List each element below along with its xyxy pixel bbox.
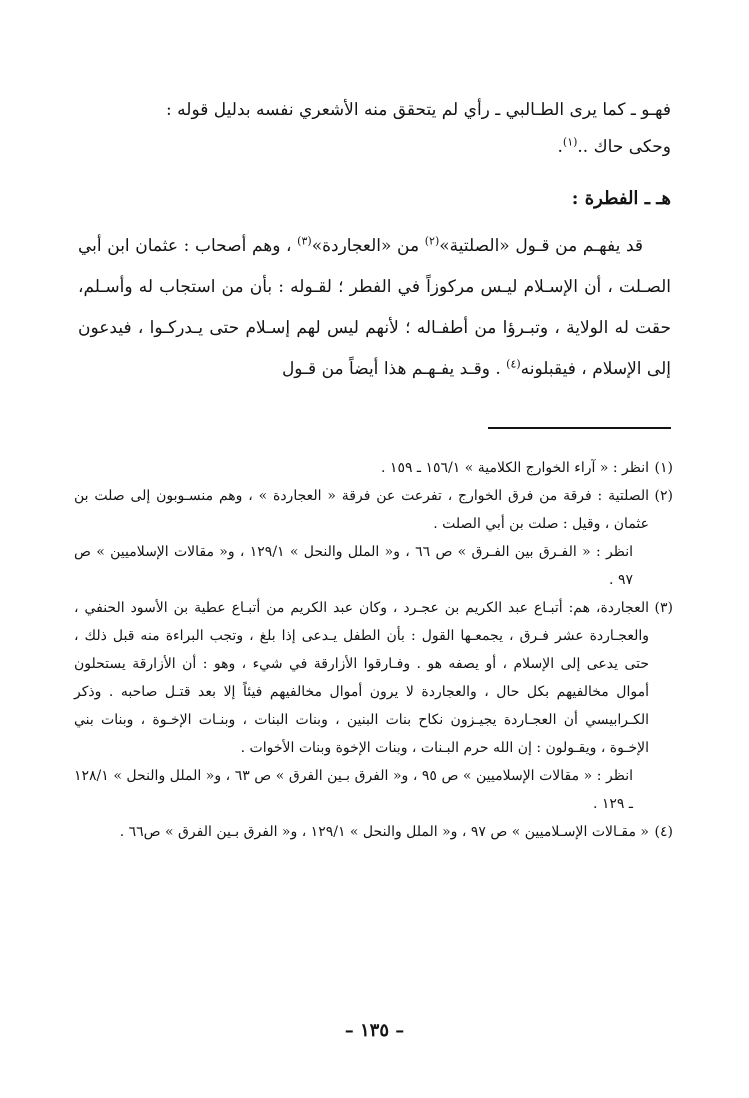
intro-line-1: فهـو ـ كما يرى الطـالبي ـ رأي لم يتحقق منه الأشعري نفسه بدليل قوله : [166, 100, 671, 120]
footnote-text: الصلتية : فرقة من فرق الخوارج ، تفرعت عن فرقة « العجاردة » ، وهم منسـوبون إلى صلت بن عثمان ، وقيل : صلت بن أبي الصلت . [74, 488, 649, 532]
main-paragraph [78, 226, 671, 390]
footnote-4 [74, 818, 673, 846]
section-heading: هـ ـ الفطرة : [571, 188, 671, 209]
intro-paragraph [78, 92, 671, 166]
para-part-1: قد يفهـم من قـول «الصلتية» [439, 236, 643, 256]
footnote-ref-3: (٣) [297, 234, 312, 248]
footnote-text: العجاردة، هم: أتبـاع عبد الكريم بن عجـرد ، وكان عبد الكريم من أتبـاع عطية بن الأسود الحنفي ، والعجـاردة عشر فـرق ، يجمعـها القول : بأن الطفل يـدعى إذا بلغ ، وتجب البراءة منه قبل ذلك ، حتى يدعى إلى الإسلام ، أو يصفه هو . وفـارقوا الأزارقة في شيء ، وهو : أن الأزارقة يستحلون أموال مخالفيهم بكل حال ، والعجاردة لا يرون أموال مخالفيهم فيئاً إلا بعد قتـل صاحبه . وذكر الكـرابيسي أن العجـاردة يجيـزون نكاح بنات البنين ، وبنات البنات ، وبنـات الإخـوة ، وبنات بني الإخـوة ، ويقـولون : إن الله حرم البـنات ، وبنات الإخوة وبنات الأخوات . [74, 600, 649, 756]
footnotes-section [74, 454, 673, 846]
footnote-reference: انظر : « الفـرق بين الفـرق » ص ٦٦ ، و« الملل والنحل » ١٢٩/١ ، و« مقالات الإسلاميين » ص ٩٧ . [74, 544, 633, 588]
footnote-number: (١) [654, 460, 673, 476]
footnote-1 [74, 454, 673, 482]
footnote-text: انظر : « آراء الخوارج الكلامية » ١٥٦/١ ـ ١٥٩ . [381, 460, 649, 476]
para-part-4: . وقـد يفـهـم هذا أيضاً من قـول [281, 359, 501, 379]
footnote-number: (٣) [654, 600, 673, 616]
para-part-3: ، وهم أصحاب : عثمان ابن أبي الصـلت ، أن الإسـلام ليـس مركوزاً في الفطر ؛ لقـوله : بأن من استجاب له وأسـلم، حقت له الولاية ، وتبـرؤا من أطفـاله ؛ لأنهم ليس لهم إسـلام حتى يـدركـوا ، فيدعون إلى الإسلام ، فيقبلونه [78, 236, 671, 379]
footnote-ref-4: (٤) [506, 357, 521, 371]
para-part-2: من «العجاردة» [311, 236, 425, 256]
footnote-2 [74, 482, 673, 594]
intro-line-2-end: . [557, 137, 563, 157]
footnote-separator [488, 427, 671, 429]
footnote-reference: انظر : « مقالات الإسلاميين » ص ٩٥ ، و« الفرق بـين الفرق » ص ٦٣ ، و« الملل والنحل » ١٢٨/١ ـ ١٢٩ . [74, 768, 633, 812]
page-number: – ١٣٥ – [344, 1020, 405, 1041]
footnote-ref-1: (١) [562, 135, 578, 149]
footnote-number: (٢) [654, 488, 673, 504]
footnote-text: « مقـالات الإسـلاميين » ص ٩٧ ، و« الملل والنحل » ١٢٩/١ ، و« الفرق بـين الفرق » ص٦٦ . [119, 824, 649, 840]
intro-line-2: وحكى حاك .. [577, 137, 671, 157]
footnote-3 [74, 594, 673, 818]
footnote-ref-2: (٢) [424, 234, 440, 248]
footnote-number: (٤) [654, 824, 673, 840]
